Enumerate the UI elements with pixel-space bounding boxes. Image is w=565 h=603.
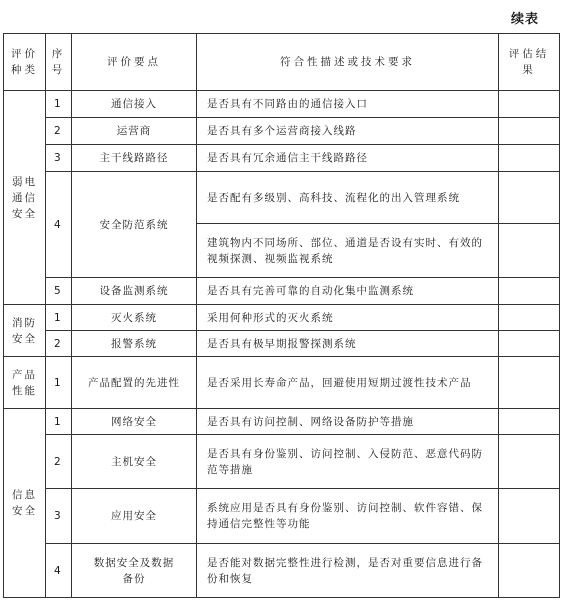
row-point: 应用安全 [72,489,197,544]
row-point: 主干线路路径 [72,145,197,172]
table-row [4,305,560,331]
table-row [4,278,560,305]
description-text: 是否配有多级别、高科技、流程化的出入管理系统 [207,191,460,204]
continued-label: 续表 [510,12,539,27]
category-cell: 消防安全 [4,305,46,357]
row-description: 采用何种形式的灭火系统 [197,305,499,331]
row-point: 设备监测系统 [72,278,197,305]
row-result [499,331,560,357]
row-description [197,489,499,544]
row-description [197,435,499,489]
table-row [4,91,560,118]
table-row [4,409,560,435]
table-row [4,331,560,357]
row-description: 是否具有多个运营商接入线路 [197,118,499,145]
row-description: 是否具有不同路由的通信接入口 [197,91,499,118]
header-number: 序号 [46,34,72,91]
category-cell: 信息安全 [4,409,46,598]
row-result [499,435,560,489]
description-text: 是否采用长寿命产品，回避使用短期过渡性技术产品 [207,376,472,389]
row-point: 灭火系统 [72,305,197,331]
header-point: 评价要点 [72,34,197,91]
row-description: 是否具有访问控制、网络设备防护等措施 [197,409,499,435]
description-text: 是否具有身份鉴别、访问控制、入侵防范、恶意代码防范等措施 [207,447,483,476]
row-description: 是否具有冗余通信主干线路路径 [197,145,499,172]
table-row [4,435,560,489]
row-result [499,224,560,278]
category-cell: 产品性能 [4,357,46,409]
row-number: 3 [46,489,72,544]
table-row [4,357,560,409]
row-point [72,544,197,598]
row-result [499,118,560,145]
row-number: 5 [46,278,72,305]
row-point: 主机安全 [72,435,197,489]
row-number: 1 [46,91,72,118]
row-description: 是否具有完善可靠的自动化集中监测系统 [197,278,499,305]
row-number: 2 [46,118,72,145]
table-row [4,489,560,544]
row-point: 运营商 [72,118,197,145]
header-description: 符合性描述或技术要求 [197,34,499,91]
header-category: 评价种类 [4,34,46,91]
row-result [499,91,560,118]
row-number: 1 [46,305,72,331]
description-text: 建筑物内不同场所、部位、通道是否设有实时、有效的视频探测、视频监视系统 [207,236,483,265]
table-row [4,145,560,172]
row-description: 是否具有极早期报警探测系统 [197,331,499,357]
row-result [499,305,560,331]
row-description [197,544,499,598]
row-point: 报警系统 [72,331,197,357]
row-point: 安全防范系统 [72,172,197,278]
table-row [4,544,560,598]
row-number: 2 [46,331,72,357]
category-cell: 弱电通信安全 [4,91,46,305]
row-point: 通信接入 [72,91,197,118]
table-row [4,172,560,224]
row-result [499,145,560,172]
header-result: 评估结果 [499,34,560,91]
row-result [499,172,560,224]
row-number: 2 [46,435,72,489]
row-description [197,357,499,409]
row-number: 4 [46,172,72,278]
row-result [499,409,560,435]
row-number: 1 [46,357,72,409]
row-number: 4 [46,544,72,598]
row-number: 3 [46,145,72,172]
evaluation-table [3,33,560,598]
point-text: 数据安全及数据备份 [93,556,175,585]
row-result [499,278,560,305]
row-point: 产品配置的先进性 [72,357,197,409]
description-text: 是否能对数据完整性进行检测，是否对重要信息进行备份和恢复 [207,556,483,585]
row-result [499,544,560,598]
row-number: 1 [46,409,72,435]
row-description [197,224,499,278]
row-result [499,357,560,409]
table-row [4,118,560,145]
row-point: 网络安全 [72,409,197,435]
row-result [499,489,560,544]
description-text: 系统应用是否具有身份鉴别、访问控制、软件容错、保持通信完整性等功能 [207,502,483,530]
row-description [197,172,499,224]
table-header-row [4,34,560,91]
